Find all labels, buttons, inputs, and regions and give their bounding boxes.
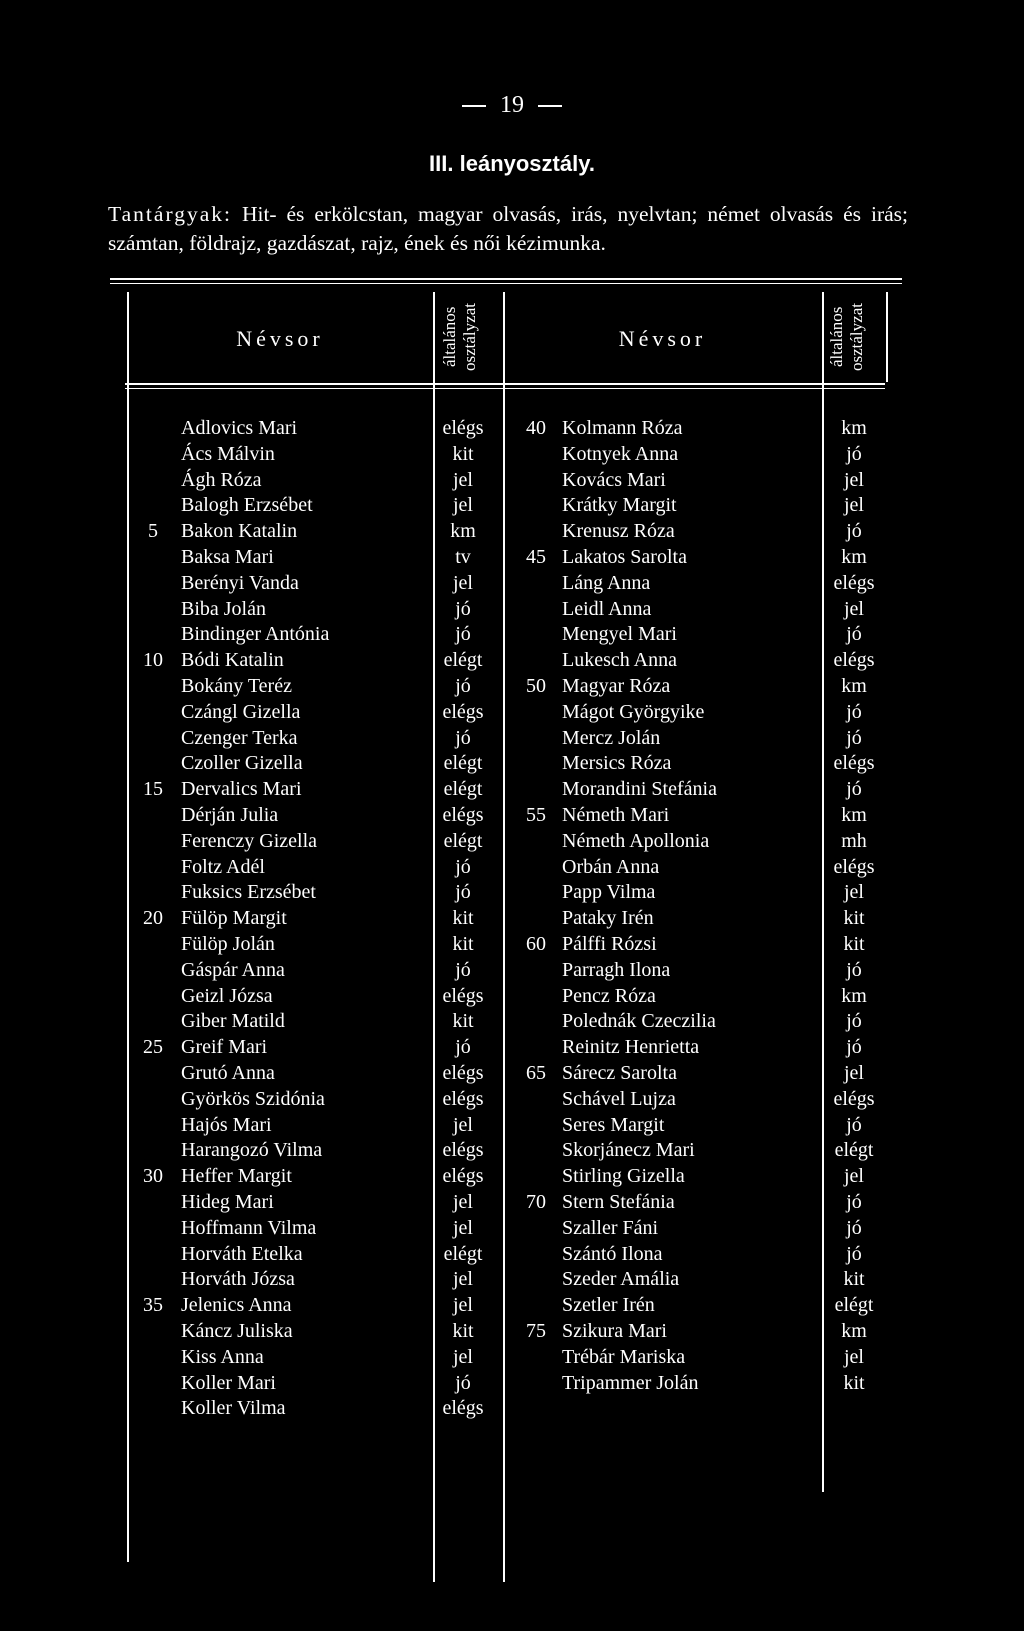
table-row (0, 544, 1024, 570)
row-number: 10 (143, 649, 163, 672)
student-grade: elégs (442, 417, 484, 439)
table-row (0, 647, 1024, 673)
table-row (0, 467, 1024, 493)
student-grade: jó (455, 726, 471, 749)
student-name: Czenger Terka (181, 726, 298, 749)
row-number: 70 (526, 1191, 546, 1213)
student-name: Gáspár Anna (181, 958, 285, 981)
student-grade: elégt (443, 1242, 483, 1265)
student-grade: elégt (834, 1139, 874, 1162)
table-top-rule-2 (110, 283, 902, 284)
student-grade: kit (452, 933, 474, 955)
header-name-left: Névsor (236, 326, 324, 351)
table-row (0, 1137, 1024, 1163)
student-grade: jó (846, 520, 862, 543)
table-row (0, 1292, 1024, 1318)
student-name: Krátky Margit (562, 494, 677, 517)
student-grade: km (841, 417, 867, 439)
table-row (0, 1086, 1024, 1112)
student-grade: elégs (442, 1397, 484, 1420)
table-row (0, 828, 1024, 854)
table-row (0, 518, 1024, 544)
student-grade: jel (453, 1345, 473, 1368)
student-name: Giber Matild (181, 1010, 285, 1033)
student-grade: tv (455, 546, 471, 568)
table-row (0, 1370, 1024, 1396)
student-name: Kovács Mari (562, 468, 666, 491)
header-bottom-rule (125, 383, 885, 385)
student-grade: jó (846, 958, 862, 981)
student-grade: elégs (442, 1062, 484, 1084)
student-name: Bindinger Antónia (181, 623, 330, 646)
student-grade: km (841, 984, 867, 1007)
student-name: Sárecz Sarolta (562, 1062, 677, 1084)
header-grade-left (440, 294, 496, 380)
student-grade: jó (846, 1191, 862, 1213)
student-grade: elégs (442, 700, 484, 723)
student-name: Dérján Julia (181, 804, 279, 826)
student-grade: elégs (442, 1139, 484, 1162)
student-grade: mh (841, 829, 867, 852)
row-number: 25 (143, 1036, 163, 1059)
student-grade: elégs (833, 855, 875, 878)
student-name: Ágh Róza (181, 468, 262, 491)
table-row (0, 1266, 1024, 1292)
student-grade: kit (452, 442, 474, 465)
table-row (0, 1215, 1024, 1241)
student-grade: elégt (443, 829, 483, 852)
student-name: Skorjánecz Mari (562, 1139, 695, 1162)
student-grade: kit (843, 1268, 865, 1291)
student-name: Láng Anna (562, 571, 651, 594)
student-name: Krenusz Róza (562, 520, 675, 543)
header-name-right: Névsor (618, 326, 707, 351)
table-row (0, 441, 1024, 467)
student-name: Seres Margit (562, 1113, 665, 1136)
student-name: Stern Stefánia (562, 1191, 675, 1213)
student-name: Polednák Czeczilia (562, 1010, 716, 1033)
header-grade-right-line1: általános (827, 306, 846, 368)
student-grade: elégt (443, 778, 483, 801)
student-grade: elégs (833, 649, 875, 672)
student-name: Pencz Róza (562, 984, 656, 1007)
student-name: Geizl Józsa (181, 984, 273, 1007)
student-grade: kit (452, 1320, 474, 1342)
student-grade: kit (843, 907, 865, 930)
table-row (0, 1318, 1024, 1344)
student-grade: jó (455, 675, 471, 697)
table-row (0, 1060, 1024, 1086)
student-name: Grutó Anna (181, 1062, 275, 1084)
table-top-rule (110, 278, 902, 280)
student-grade: jel (453, 1191, 473, 1213)
table-row (0, 1112, 1024, 1138)
student-grade: km (450, 520, 476, 543)
student-name: Hoffmann Vilma (181, 1216, 317, 1239)
row-number: 15 (143, 778, 163, 801)
student-grade: km (841, 675, 867, 697)
student-name: Mercz Jolán (562, 726, 661, 749)
student-grade: jó (846, 1216, 862, 1239)
student-name: Trébár Mariska (562, 1345, 686, 1368)
student-grade: jó (846, 726, 862, 749)
student-name: Ferenczy Gizella (181, 829, 318, 852)
student-grade: elégt (834, 1294, 874, 1317)
student-name: Hideg Mari (181, 1191, 274, 1213)
header-grade-left-line1: általános (440, 306, 459, 368)
table-row (0, 1034, 1024, 1060)
row-number: 65 (526, 1062, 546, 1084)
student-name: Bódi Katalin (181, 649, 284, 672)
student-grade: elégs (442, 804, 484, 826)
student-name: Szaller Fáni (562, 1216, 659, 1239)
student-grade: kit (452, 907, 474, 930)
table-row (0, 776, 1024, 802)
table-row (0, 905, 1024, 931)
student-grade: jel (844, 1165, 864, 1188)
student-name: Heffer Margit (181, 1165, 292, 1188)
student-grade: jó (846, 778, 862, 801)
student-grade: jel (453, 1268, 473, 1291)
table-row (0, 957, 1024, 983)
student-name: Györkös Szidónia (181, 1087, 325, 1110)
student-name: Németh Mari (562, 804, 670, 826)
student-name: Kolmann Róza (562, 417, 683, 439)
table-row (0, 1163, 1024, 1189)
student-name: Greif Mari (181, 1036, 268, 1059)
student-grade: jó (846, 1242, 862, 1265)
student-grade: jel (453, 571, 473, 594)
student-name: Mengyel Mari (562, 623, 677, 646)
student-name: Szikura Mari (562, 1320, 667, 1342)
student-name: Mágot Györgyike (562, 700, 705, 723)
student-name: Lukesch Anna (562, 649, 677, 672)
table-row (0, 621, 1024, 647)
table-row (0, 879, 1024, 905)
table-row (0, 673, 1024, 699)
student-name: Szántó Ilona (562, 1242, 663, 1265)
header-grade-left-line2: osztályzat (460, 303, 479, 371)
table-row (0, 931, 1024, 957)
student-grade: jó (455, 881, 471, 904)
student-name: Leidl Anna (562, 597, 652, 620)
table-row (0, 699, 1024, 725)
section-title: III. leányosztály. (429, 151, 595, 176)
table-row (0, 802, 1024, 828)
student-name: Fuksics Erzsébet (181, 881, 316, 904)
row-number: 5 (148, 520, 158, 543)
student-name: Harangozó Vilma (181, 1139, 323, 1162)
student-name: Kiss Anna (181, 1345, 264, 1368)
student-name: Adlovics Mari (181, 417, 298, 439)
student-name: Czoller Gizella (181, 752, 303, 775)
page-number-text: 19 (500, 92, 524, 118)
header-grade-right (827, 294, 883, 380)
student-name: Horváth Etelka (181, 1242, 303, 1265)
student-name: Pataky Irén (562, 907, 654, 930)
student-grade: jel (844, 597, 864, 620)
student-name: Fülöp Margit (181, 907, 287, 930)
student-name: Ács Málvin (181, 442, 275, 465)
row-number: 60 (526, 933, 546, 955)
student-grade: elégs (442, 1087, 484, 1110)
student-name: Kotnyek Anna (562, 442, 679, 465)
student-grade: jó (455, 1036, 471, 1059)
table-row (0, 1008, 1024, 1034)
student-name: Fülöp Jolán (181, 933, 275, 955)
student-name: Czángl Gizella (181, 700, 301, 723)
student-grade: km (841, 804, 867, 826)
table-row (0, 1344, 1024, 1370)
student-grade: jó (455, 623, 471, 646)
student-grade: kit (843, 1371, 865, 1394)
student-name: Horváth Józsa (181, 1268, 295, 1291)
student-name: Lakatos Sarolta (562, 546, 687, 568)
student-grade: km (841, 546, 867, 568)
table-row (0, 1189, 1024, 1215)
student-grade: jó (846, 700, 862, 723)
student-grade: jel (453, 494, 473, 517)
student-grade: elégs (833, 1087, 875, 1110)
row-number: 55 (526, 804, 546, 826)
table-row (0, 492, 1024, 518)
row-number: 40 (526, 417, 546, 439)
student-name: Berényi Vanda (181, 571, 299, 594)
student-grade: jel (844, 881, 864, 904)
student-name: Szetler Irén (562, 1294, 655, 1317)
student-grade: jó (455, 855, 471, 878)
student-name: Koller Mari (181, 1371, 276, 1394)
student-grade: jó (846, 1113, 862, 1136)
student-grade: elégs (833, 571, 875, 594)
student-name: Schável Lujza (562, 1087, 676, 1110)
student-name: Stirling Gizella (562, 1165, 685, 1188)
row-number: 30 (143, 1165, 163, 1188)
student-name: Szeder Amália (562, 1268, 680, 1291)
student-name: Pálffi Rózsi (562, 933, 657, 955)
student-grade: jel (453, 1113, 473, 1136)
student-name: Németh Apollonia (562, 829, 710, 852)
student-name: Bokány Teréz (181, 675, 292, 697)
student-name: Parragh Ilona (562, 958, 671, 981)
student-grade: elégs (442, 1165, 484, 1188)
student-grade: jó (455, 958, 471, 981)
student-grade: jel (453, 468, 473, 491)
student-name: Mersics Róza (562, 752, 672, 775)
student-name: Orbán Anna (562, 855, 660, 878)
table-row (0, 983, 1024, 1009)
table-row (0, 415, 1024, 441)
table-row (0, 1395, 1024, 1421)
table-row (0, 725, 1024, 751)
student-grade: elégt (443, 649, 483, 672)
student-name: Balogh Erzsébet (181, 494, 313, 517)
student-name: Magyar Róza (562, 675, 671, 697)
row-number: 20 (143, 907, 163, 930)
student-name: Papp Vilma (562, 881, 656, 904)
row-number: 75 (526, 1320, 546, 1342)
table-row (0, 854, 1024, 880)
header-grade-right-line2: osztályzat (847, 303, 866, 371)
header-bottom-rule-2 (125, 388, 885, 389)
subjects-text: Hit- és erkölcstan, magyar olvasás, irás, nyelvtan; német olvasás és irás; számtan, földrajz, gazdászat, rajz, ének és női kézimunka. (108, 202, 908, 255)
student-grade: elégs (833, 752, 875, 775)
student-grade: jó (846, 1010, 862, 1033)
student-name: Reinitz Henrietta (562, 1036, 700, 1059)
student-name: Baksa Mari (181, 546, 274, 568)
row-number: 45 (526, 546, 546, 568)
student-grade: kit (843, 933, 865, 955)
student-name: Bakon Katalin (181, 520, 298, 543)
student-name: Hajós Mari (181, 1113, 272, 1136)
student-grade: elégs (442, 984, 484, 1007)
student-grade: jel (453, 1216, 473, 1239)
table-row (0, 596, 1024, 622)
student-name: Morandini Stefánia (562, 778, 717, 801)
student-grade: jel (844, 1345, 864, 1368)
student-name: Tripammer Jolán (562, 1371, 699, 1394)
student-name: Foltz Adél (181, 855, 265, 878)
student-name: Koller Vilma (181, 1397, 286, 1420)
student-name: Biba Jolán (181, 597, 266, 620)
student-grade: jó (455, 597, 471, 620)
row-number: 35 (143, 1294, 163, 1317)
student-grade: jó (846, 1036, 862, 1059)
student-grade: kit (452, 1010, 474, 1033)
student-name: Jelenics Anna (181, 1294, 292, 1317)
student-grade: elégt (443, 752, 483, 775)
student-grade: km (841, 1320, 867, 1342)
student-name: Káncz Juliska (181, 1320, 293, 1342)
subjects-label: Tantárgyak: (108, 202, 232, 226)
student-grade: jel (844, 1062, 864, 1084)
student-grade: jó (846, 623, 862, 646)
row-number: 50 (526, 675, 546, 697)
student-grade: jel (844, 468, 864, 491)
table-row (0, 1241, 1024, 1267)
table-row (0, 570, 1024, 596)
student-name: Dervalics Mari (181, 778, 302, 801)
student-grade: jó (455, 1371, 471, 1394)
student-grade: jó (846, 442, 862, 465)
table-row (0, 750, 1024, 776)
student-grade: jel (844, 494, 864, 517)
vline-grade-right-b (886, 292, 888, 382)
student-grade: jel (453, 1294, 473, 1317)
